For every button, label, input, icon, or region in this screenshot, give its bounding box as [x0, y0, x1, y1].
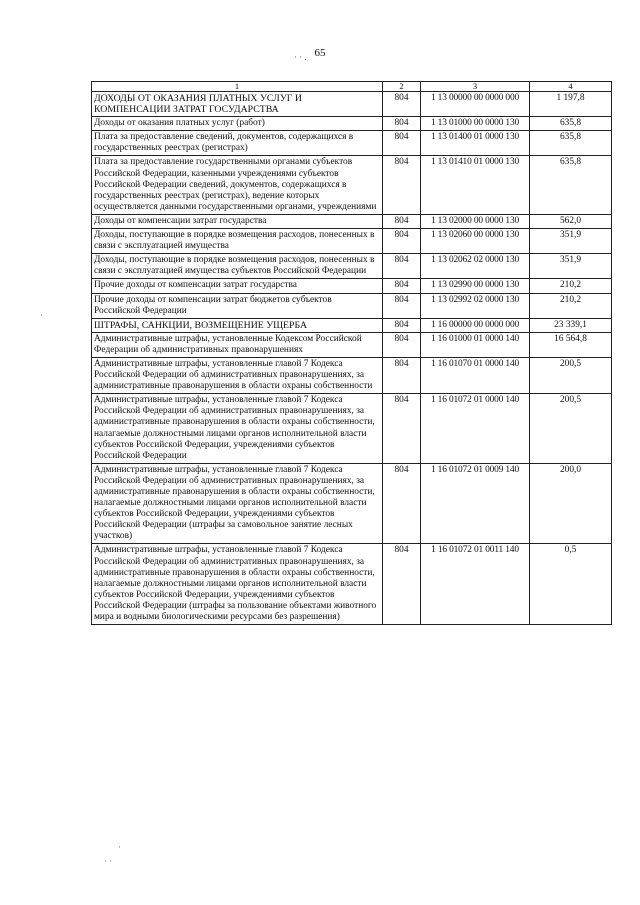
- admin-code-cell: 804: [383, 293, 421, 318]
- table-row: [92, 279, 612, 293]
- revenue-name-cell: Административные штрафы, установленные главой 7 Кодекса Российской Федерации об административных правонарушениях, за административные правонарушения в области охраны собственности, налагаемые должностными лицами органов исполнительной власти субъектов Российской Федерации, учреждениями субъектов Российской Федерации: [92, 394, 383, 464]
- admin-code-cell: 804: [383, 463, 421, 544]
- admin-code-cell: 804: [383, 156, 421, 214]
- amount-cell: 23 339,1: [530, 318, 612, 332]
- revenue-name-cell: Административные штрафы, установленные главой 7 Кодекса Российской Федерации об административных правонарушениях, за административные правонарушения в области охраны собственности: [92, 357, 383, 393]
- table-row: [92, 293, 612, 318]
- page-number: 65: [314, 47, 326, 59]
- amount-cell: 351,9: [530, 229, 612, 254]
- table-row: [92, 463, 612, 544]
- table-header-row: [92, 82, 612, 92]
- amount-cell: 210,2: [530, 279, 612, 293]
- table-row: [92, 544, 612, 625]
- amount-cell: 0,5: [530, 544, 612, 625]
- admin-code-cell: 804: [383, 117, 421, 131]
- table-row: [92, 117, 612, 131]
- admin-code-cell: 804: [383, 357, 421, 393]
- table-row: [92, 357, 612, 393]
- admin-code-cell: 804: [383, 254, 421, 279]
- table-row: [92, 131, 612, 156]
- revenue-table: [91, 81, 612, 625]
- revenue-name-cell: Административные штрафы, установленные главой 7 Кодекса Российской Федерации об административных правонарушениях, за административные правонарушения в области охраны собственности, налагаемые должностными лицами органов исполнительной власти субъектов Российской Федерации, учреждениями субъектов Российской Федерации (штрафы за пользование объектами животного мира и водными биологическими ресурсами без разрешения): [92, 544, 383, 625]
- column-header-3: 3: [421, 82, 530, 92]
- budget-code-cell: 1 13 02990 00 0000 130: [421, 279, 530, 293]
- admin-code-cell: 804: [383, 229, 421, 254]
- column-header-2: 2: [383, 82, 421, 92]
- admin-code-cell: 804: [383, 214, 421, 228]
- budget-code-cell: 1 13 00000 00 0000 000: [421, 92, 530, 117]
- scan-speck: · · .: [294, 52, 307, 62]
- budget-code-cell: 1 16 01072 01 0011 140: [421, 544, 530, 625]
- revenue-name-cell: Доходы от оказания платных услуг (работ): [92, 117, 383, 131]
- table-row: [92, 229, 612, 254]
- admin-code-cell: 804: [383, 394, 421, 464]
- revenue-name-cell: Доходы от компенсации затрат государства: [92, 214, 383, 228]
- revenue-name-cell: Плата за предоставление сведений, документов, содержащихся в государственных реестрах (регистрах): [92, 131, 383, 156]
- revenue-name-cell: Прочие доходы от компенсации затрат бюджетов субъектов Российской Федерации: [92, 293, 383, 318]
- amount-cell: 635,8: [530, 131, 612, 156]
- revenue-name-cell: ДОХОДЫ ОТ ОКАЗАНИЯ ПЛАТНЫХ УСЛУГ И КОМПЕНСАЦИИ ЗАТРАТ ГОСУДАРСТВА: [92, 92, 383, 117]
- table-row: [92, 394, 612, 464]
- table-row: [92, 254, 612, 279]
- scan-speck: ·: [118, 842, 121, 852]
- amount-cell: 1 197,8: [530, 92, 612, 117]
- admin-code-cell: 804: [383, 544, 421, 625]
- amount-cell: 351,9: [530, 254, 612, 279]
- revenue-name-cell: Административные штрафы, установленные главой 7 Кодекса Российской Федерации об административных правонарушениях, за административные правонарушения в области охраны собственности, налагаемые должностными лицами органов исполнительной власти субъектов Российской Федерации, учреждениями субъектов Российской Федерации (штрафы за самовольное занятие лесных участков): [92, 463, 383, 544]
- amount-cell: 210,2: [530, 293, 612, 318]
- budget-code-cell: 1 13 01400 01 0000 130: [421, 131, 530, 156]
- budget-code-cell: 1 16 00000 00 0000 000: [421, 318, 530, 332]
- budget-code-cell: 1 13 01410 01 0000 130: [421, 156, 530, 214]
- amount-cell: 16 564,8: [530, 332, 612, 357]
- budget-code-cell: 1 16 01072 01 0009 140: [421, 463, 530, 544]
- amount-cell: 200,5: [530, 357, 612, 393]
- admin-code-cell: 804: [383, 332, 421, 357]
- table-row: [92, 332, 612, 357]
- column-header-4: 4: [530, 82, 612, 92]
- admin-code-cell: 804: [383, 92, 421, 117]
- amount-cell: 635,8: [530, 156, 612, 214]
- budget-code-cell: 1 16 01072 01 0000 140: [421, 394, 530, 464]
- table-row: [92, 318, 612, 332]
- scan-speck: ·: [40, 310, 43, 320]
- revenue-name-cell: Плата за предоставление государственными органами субъектов Российской Федерации, казенными учреждениями субъектов Российской Федерации сведений, документов, содержащихся в государственных реестрах (регистрах), ведение которых осуществляется данными государственными органами, учреждениями: [92, 156, 383, 214]
- budget-code-cell: 1 13 02062 02 0000 130: [421, 254, 530, 279]
- table-row: [92, 214, 612, 228]
- table-row: [92, 92, 612, 117]
- revenue-name-cell: Административные штрафы, установленные Кодексом Российской Федерации об административных правонарушениях: [92, 332, 383, 357]
- amount-cell: 200,0: [530, 463, 612, 544]
- budget-code-cell: 1 13 02000 00 0000 130: [421, 214, 530, 228]
- amount-cell: 562,0: [530, 214, 612, 228]
- revenue-name-cell: Доходы, поступающие в порядке возмещения расходов, понесенных в связи с эксплуатацией имущества субъектов Российской Федерации: [92, 254, 383, 279]
- amount-cell: 635,8: [530, 117, 612, 131]
- admin-code-cell: 804: [383, 131, 421, 156]
- column-header-1: 1: [92, 82, 383, 92]
- admin-code-cell: 804: [383, 279, 421, 293]
- revenue-name-cell: ШТРАФЫ, САНКЦИИ, ВОЗМЕЩЕНИЕ УЩЕРБА: [92, 318, 383, 332]
- table-row: [92, 156, 612, 214]
- budget-code-cell: 1 13 02060 00 0000 130: [421, 229, 530, 254]
- budget-code-cell: 1 16 01070 01 0000 140: [421, 357, 530, 393]
- budget-code-cell: 1 13 02992 02 0000 130: [421, 293, 530, 318]
- scan-speck: · ·: [104, 856, 113, 866]
- revenue-name-cell: Прочие доходы от компенсации затрат государства: [92, 279, 383, 293]
- amount-cell: 200,5: [530, 394, 612, 464]
- admin-code-cell: 804: [383, 318, 421, 332]
- budget-code-cell: 1 16 01000 01 0000 140: [421, 332, 530, 357]
- budget-code-cell: 1 13 01000 00 0000 130: [421, 117, 530, 131]
- revenue-name-cell: Доходы, поступающие в порядке возмещения расходов, понесенных в связи с эксплуатацией имущества: [92, 229, 383, 254]
